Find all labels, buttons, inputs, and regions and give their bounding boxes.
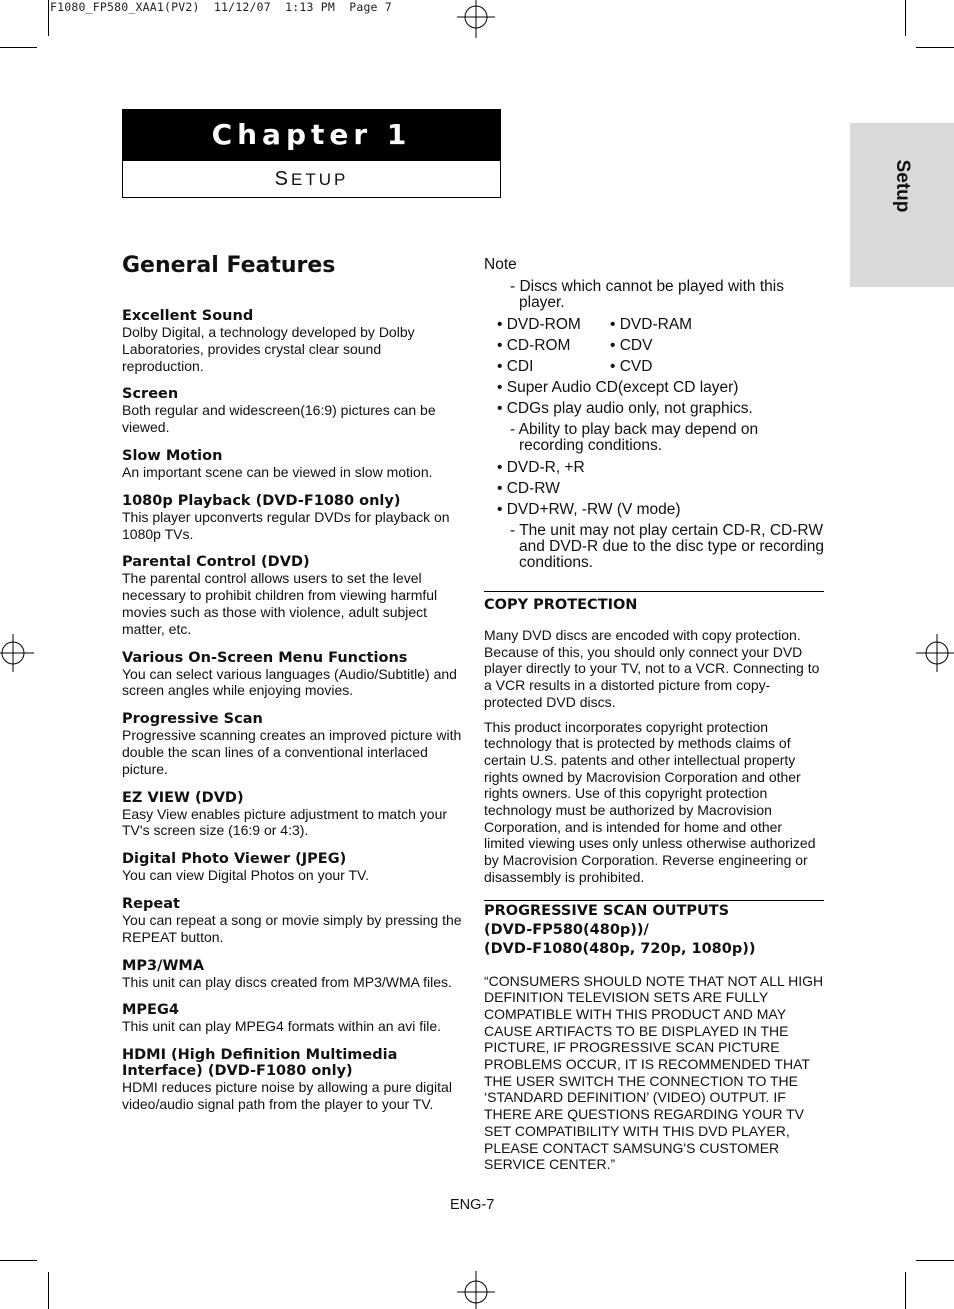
crop-mark [916, 1260, 954, 1261]
note-pair-row [497, 338, 824, 354]
note-pair-right: • DVD-RAM [610, 316, 693, 333]
progressive-scan-heading-line: (DVD-F1080(480p, 720p, 1080p)) [484, 940, 756, 957]
feature-title: Progressive Scan [122, 711, 263, 728]
note-pair-left: • CD-ROM [497, 337, 571, 354]
feature-description: An important scene can be viewed in slow motion. [122, 463, 433, 480]
feature-title: EZ VIEW (DVD) [122, 789, 244, 806]
feature-title: HDMI (High Definition Multimedia Interface) (DVD-F1080 only) [122, 1047, 398, 1080]
note-title: Note [484, 256, 517, 273]
general-features-heading: General Features [122, 253, 336, 278]
copy-protection-paragraph: This product incorporates copyright protection technology that is protected by methods claims of certain U.S. patents and other intellectual property rights owned by Macrovision Corporation and other rights owners. Use of this copyright protection technology must be authorized by Macrovision Corporation, and is intended for home and other limited viewing uses only unless otherwise authorized by Macrovision Corporation. Reverse engineering or disassembly is prohibited. [484, 718, 816, 885]
feature-item [122, 448, 462, 481]
feature-item [122, 1002, 462, 1035]
feature-item [122, 1047, 462, 1113]
general-features-column [122, 253, 462, 1125]
feature-item [122, 896, 462, 946]
note-bullet: • DVD+RW, -RW (V mode) [497, 501, 681, 518]
note-pair-left: • CDI [497, 358, 534, 375]
note-pair-row [497, 317, 824, 333]
feature-item [122, 851, 462, 884]
right-column [484, 257, 824, 1181]
note-bullet: • DVD-R, +R [497, 459, 585, 476]
crop-mark [905, 0, 906, 36]
feature-title: Various On-Screen Menu Functions [122, 649, 408, 666]
progressive-scan-heading [484, 902, 824, 959]
crop-mark [916, 47, 954, 48]
progressive-scan-heading-line: PROGRESSIVE SCAN OUTPUTS [484, 902, 730, 919]
chapter-title: Chapter 1 [123, 110, 500, 161]
note-bullet: • Super Audio CD(except CD layer) [497, 379, 739, 396]
crop-mark [0, 1260, 37, 1261]
progressive-scan-text: “CONSUMERS SHOULD NOTE THAT NOT ALL HIGH DEFINITION TELEVISION SETS ARE FULLY COMPATIBLE WITH THIS PRODUCT AND MAY CAUSE ARTIFACTS TO BE DISPLAYED IN THE PICTURE, IF PROGRESSIVE SCAN PICTURE PROBLEMS OCCUR, IT IS RECOMMENDED THAT THE USER SWITCH THE CONNECTION TO THE ‘STANDARD DEFINITION’ (VIDEO) OUTPUT. IF THERE ARE QUESTIONS REGARDING YOUR TV SET COMPATIBILITY WITH THIS DVD PLAYER, PLEASE CONTACT SAMSUNG'S CUSTOMER SERVICE CENTER.” [484, 972, 824, 1173]
feature-item [122, 386, 462, 436]
chapter-subtitle-initial: S [274, 168, 291, 190]
features-list [122, 308, 462, 1113]
feature-title: Excellent Sound [122, 308, 254, 324]
copy-protection-heading: COPY PROTECTION [484, 597, 638, 613]
feature-description: This unit can play discs created from MP3/WMA files. [122, 973, 452, 990]
crop-mark [48, 1272, 49, 1309]
feature-description: Progressive scanning creates an improved picture with double the scan lines of a conventional interlaced picture. [122, 727, 462, 777]
chapter-subtitle-rest: ETUP [291, 170, 349, 189]
feature-description: You can repeat a song or movie simply by pressing the REPEAT button. [122, 911, 462, 945]
feature-item [122, 493, 462, 543]
note-pair-left: • DVD-ROM [497, 316, 581, 333]
note-dash-item: - Discs which cannot be played with this player. [510, 278, 784, 311]
copy-protection-paragraph: Many DVD discs are encoded with copy protection. Because of this, you should only connect your DVD player directly to your TV, not to a VCR. Connecting to a VCR results in a distorted picture from copy-protected DVD discs. [484, 627, 820, 710]
feature-title: Slow Motion [122, 447, 223, 464]
print-slug: F1080_FP580_XAA1(PV2) 11/12/07 1:13 PM Page 7 [50, 0, 392, 14]
feature-title: Parental Control (DVD) [122, 554, 310, 571]
copy-protection-section [484, 591, 824, 886]
feature-item [122, 790, 462, 840]
feature-description: Dolby Digital, a technology developed by Dolby Laboratories, provides crystal clear sound reproduction. [122, 324, 415, 374]
chapter-header [122, 109, 501, 198]
feature-title: 1080p Playback (DVD-F1080 only) [122, 492, 401, 509]
feature-title: Repeat [122, 895, 180, 912]
feature-title: Screen [122, 386, 179, 403]
registration-mark-icon [916, 634, 954, 672]
chapter-subtitle [123, 161, 500, 197]
progressive-scan-section [484, 900, 824, 1173]
feature-description: You can select various languages (Audio/Subtitle) and screen angles while enjoying movies. [122, 665, 457, 699]
feature-description: You can view Digital Photos on your TV. [122, 867, 369, 884]
registration-mark-icon [457, 0, 495, 38]
note-dash-item: - Ability to play back may depend on recording conditions. [510, 421, 759, 454]
section-side-tab [850, 123, 954, 287]
progressive-scan-heading-line: (DVD-FP580(480p))/ [484, 921, 649, 938]
registration-mark-icon [457, 1271, 495, 1309]
feature-item [122, 711, 462, 777]
feature-description: This player upconverts regular DVDs for playback on 1080p TVs. [122, 508, 450, 542]
crop-mark [48, 0, 49, 36]
note-bullet: • CDGs play audio only, not graphics. [497, 400, 753, 417]
feature-title: MPEG4 [122, 1002, 179, 1019]
feature-description: The parental control allows users to set the level necessary to prohibit children from viewing harmful movies such as those with violence, adult subject matter, etc. [122, 570, 438, 637]
side-tab-label: Setup [892, 159, 913, 213]
note-pair-right: • CVD [610, 358, 653, 375]
note-bullet: • CD-RW [497, 480, 560, 497]
page-number: ENG-7 [450, 1197, 495, 1213]
note-dash-item: - The unit may not play certain CD-R, CD-RW and DVD-R due to the disc type or recording conditions. [510, 522, 824, 571]
feature-item [122, 650, 462, 700]
feature-item [122, 308, 462, 374]
note-pair-row [497, 359, 824, 375]
registration-mark-icon [0, 634, 34, 672]
note-pair-right: • CDV [610, 337, 653, 354]
feature-title: Digital Photo Viewer (JPEG) [122, 851, 347, 868]
feature-title: MP3/WMA [122, 957, 205, 974]
feature-item [122, 554, 462, 637]
feature-item [122, 958, 462, 991]
feature-description: Both regular and widescreen(16:9) pictures can be viewed. [122, 402, 436, 436]
crop-mark [0, 47, 37, 48]
feature-description: HDMI reduces picture noise by allowing a pure digital video/audio signal path from the player to your TV. [122, 1079, 452, 1112]
crop-mark [905, 1272, 906, 1309]
feature-description: This unit can play MPEG4 formats within an avi file. [122, 1018, 442, 1035]
feature-description: Easy View enables picture adjustment to match your TV's screen size (16:9 or 4:3). [122, 805, 448, 839]
